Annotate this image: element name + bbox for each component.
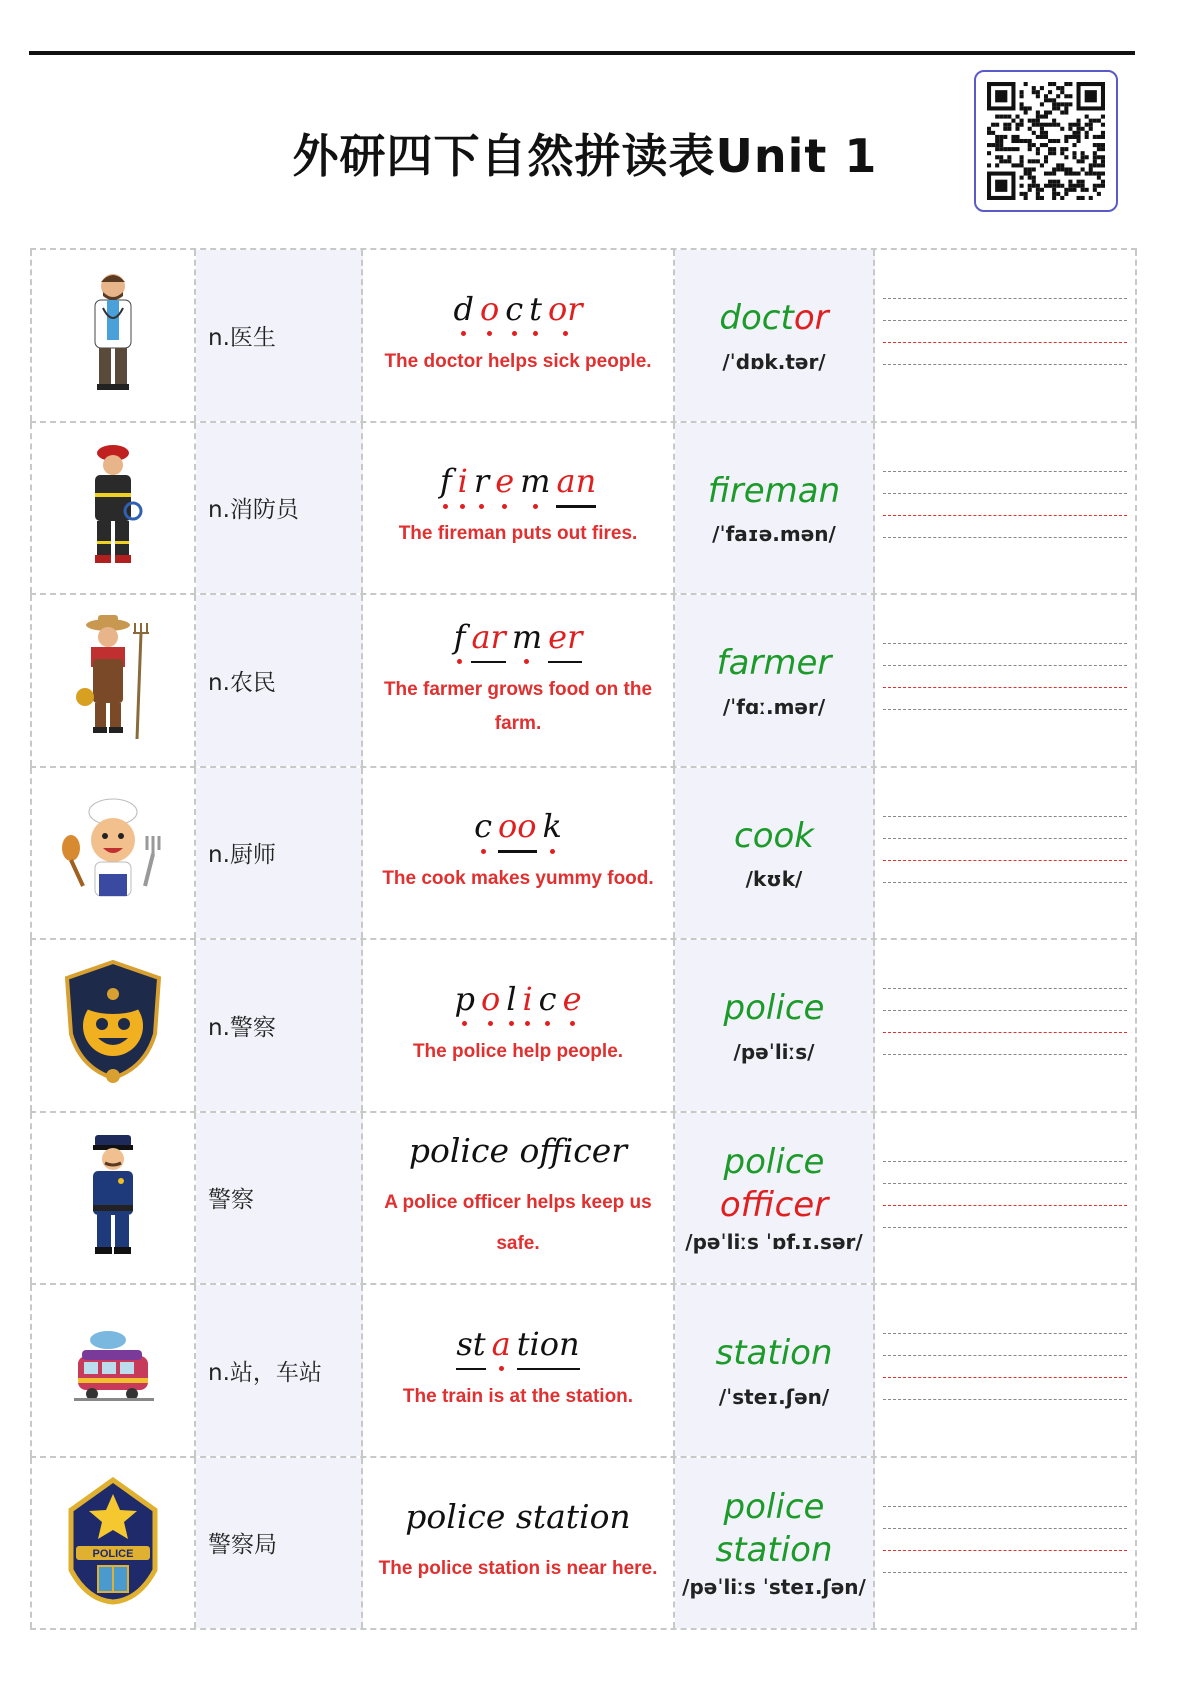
phrase: police officer (408, 1131, 628, 1171)
phonics-segment (453, 617, 466, 667)
phonics-segment (495, 464, 514, 511)
writing-line (883, 1528, 1127, 1529)
qr-code-icon (974, 70, 1118, 212)
phonics-letters: ar (471, 617, 506, 656)
phonics-letters: d (453, 289, 474, 328)
sound-dot (440, 501, 452, 511)
sound-dot (481, 1019, 500, 1029)
sound-bar (556, 501, 596, 511)
phonics-segment (479, 289, 500, 339)
vocab-word (717, 642, 832, 685)
writing-line (883, 1506, 1127, 1507)
picture-cell (30, 1458, 196, 1629)
phonics-cell (363, 595, 675, 766)
ipa-transcription: /pəˈliːs/ (733, 1039, 815, 1064)
phonics-letters: er (548, 617, 583, 656)
writing-lines-cell (875, 940, 1137, 1111)
word-part: police (723, 1142, 825, 1183)
phonics-segment (506, 979, 517, 1029)
writing-baseline (883, 342, 1127, 343)
phonics-segment (458, 464, 468, 511)
sound-dot (520, 501, 550, 511)
meaning-cell (196, 768, 363, 939)
sound-dot (522, 1019, 532, 1029)
meaning-cell (196, 1458, 363, 1629)
phonics-letters: e (562, 979, 582, 1018)
writing-baseline (883, 515, 1127, 516)
page-title: 外研四下自然拼读表Unit 1 (292, 129, 878, 183)
police-officer-icon (73, 1131, 153, 1265)
writing-line (883, 1333, 1127, 1334)
word-part: farmer (716, 643, 832, 683)
writing-line (883, 1183, 1127, 1184)
writing-lines-cell (875, 1458, 1137, 1629)
meaning-cell (196, 595, 363, 766)
phonics-segment (471, 617, 506, 667)
phonics-breakdown (474, 809, 562, 856)
word-cell (675, 1113, 875, 1284)
word-cell (675, 250, 875, 421)
picture-cell (30, 423, 196, 594)
phonics-segment (440, 464, 452, 511)
picture-cell (30, 595, 196, 766)
writing-baseline (883, 860, 1127, 861)
word-part: cook (734, 815, 814, 856)
phonics-segment (474, 809, 492, 856)
example-sentence: A police officer helps keep us safe. (384, 1192, 652, 1255)
writing-line (883, 816, 1127, 817)
word-part: station (715, 1529, 833, 1570)
phonics-segment (480, 979, 501, 1029)
qr-code-graphic (987, 82, 1105, 200)
ipa-transcription: /pəˈliːs ˈsteɪ.ʃən/ (682, 1575, 866, 1600)
phonics-letters: m (511, 617, 543, 656)
fireman-icon (73, 441, 153, 575)
phonics-letters: t (529, 289, 542, 328)
sound-dot (495, 501, 514, 511)
writing-line (883, 471, 1127, 472)
sound-dot (458, 501, 468, 511)
phonics-letters: c (505, 289, 524, 328)
sound-dot (454, 1019, 474, 1029)
table-row (30, 423, 1137, 596)
word-part: police (723, 1487, 825, 1528)
vocab-word (715, 1486, 832, 1571)
vocab-word (708, 470, 840, 513)
word-cell (675, 423, 875, 594)
writing-line (883, 320, 1127, 321)
phonics-segment (491, 1324, 511, 1374)
writing-lines-cell (875, 423, 1137, 594)
phonics-table (30, 248, 1137, 1630)
writing-line (883, 1355, 1127, 1356)
table-row (30, 940, 1137, 1113)
vocab-word (719, 297, 828, 340)
phonics-segment (520, 464, 550, 511)
word-cell (675, 595, 875, 766)
word-part: doct (719, 298, 794, 338)
phonics-segment (511, 617, 543, 667)
writing-line (883, 1572, 1127, 1573)
phonics-cell (363, 1285, 675, 1456)
writing-lines-cell (875, 250, 1137, 421)
phonics-cell (363, 423, 675, 594)
table-row (30, 1458, 1137, 1631)
sound-dot (506, 1019, 516, 1029)
picture-cell (30, 1113, 196, 1284)
writing-line (883, 643, 1127, 644)
phonics-cell (363, 250, 675, 421)
writing-line (883, 364, 1127, 365)
writing-line (883, 298, 1127, 299)
sound-bar (517, 1364, 580, 1374)
picture-cell (30, 1285, 196, 1456)
meaning-label: n.警察 (208, 1014, 276, 1041)
sound-dot (512, 657, 542, 667)
phonics-letters: st (456, 1324, 486, 1363)
phonics-letters: l (506, 979, 517, 1018)
writing-lines-cell (875, 595, 1137, 766)
phonics-segment (547, 289, 583, 339)
example-sentence: The cook makes yummy food. (382, 868, 654, 890)
word-cell (675, 768, 875, 939)
phonics-segment (543, 809, 562, 856)
phonics-letters: e (495, 462, 515, 501)
phonics-segment (474, 464, 489, 511)
meaning-label: 警察局 (208, 1532, 277, 1559)
sound-dot (529, 329, 542, 339)
picture-cell (30, 250, 196, 421)
phonics-segment (548, 617, 583, 667)
example-sentence: The police station is near here. (378, 1557, 658, 1579)
writing-line (883, 1161, 1127, 1162)
chef-icon (53, 796, 173, 910)
sound-dot (543, 846, 562, 856)
word-part: or (793, 298, 829, 338)
phonics-segment (516, 1324, 580, 1374)
phonics-cell (363, 1113, 675, 1284)
phonics-segment (522, 979, 533, 1029)
sound-dot (474, 846, 492, 856)
example-sentence: The police help people. (412, 1040, 624, 1062)
phonics-letters: i (457, 462, 468, 501)
phonics-letters: k (542, 807, 562, 846)
vocab-word (734, 815, 814, 858)
phonics-segment (456, 1324, 486, 1374)
meaning-label: n.站，车站 (208, 1359, 322, 1386)
word-cell (675, 1285, 875, 1456)
picture-cell (30, 768, 196, 939)
phonics-cell (363, 1458, 675, 1629)
phonics-letters: a (491, 1324, 511, 1363)
police-badge-icon (58, 958, 168, 1092)
train-icon (68, 1328, 158, 1412)
example-sentence: The farmer grows food on the farm. (383, 678, 653, 734)
sound-dot (454, 657, 466, 667)
phonics-breakdown (453, 617, 583, 667)
phonics-letters: c (538, 979, 557, 1018)
writing-line (883, 1054, 1127, 1055)
meaning-label: n.农民 (208, 669, 276, 696)
phonics-letters: f (439, 462, 452, 501)
vocab-word (720, 1141, 828, 1226)
phonics-letters: f (453, 617, 466, 656)
phonics-segment (529, 289, 542, 339)
phonics-segment (454, 979, 475, 1029)
sound-dot (563, 1019, 582, 1029)
phonics-breakdown (440, 464, 596, 511)
meaning-cell (196, 1113, 363, 1284)
writing-line (883, 1399, 1127, 1400)
ipa-transcription: /pəˈliːs ˈɒf.ɪ.sər/ (685, 1230, 863, 1255)
writing-line (883, 988, 1127, 989)
writing-baseline (883, 1205, 1127, 1206)
ipa-transcription: /ˈfaɪə.mən/ (712, 522, 836, 546)
table-row (30, 595, 1137, 768)
doctor-icon (73, 268, 153, 402)
writing-baseline (883, 687, 1127, 688)
example-sentence: The train is at the station. (402, 1385, 634, 1407)
word-cell (675, 1458, 875, 1629)
phonics-cell (363, 768, 675, 939)
phonics-letters: p (454, 979, 475, 1018)
ipa-transcription: /ˈfɑː.mər/ (722, 694, 826, 719)
word-part: fire (707, 470, 765, 511)
writing-line (883, 1227, 1127, 1228)
police-station-icon (58, 1476, 168, 1610)
writing-baseline (883, 1032, 1127, 1033)
writing-baseline (883, 1550, 1127, 1551)
meaning-label: n.厨师 (208, 842, 276, 869)
phonics-letters: i (522, 979, 533, 1018)
sound-bar (548, 657, 582, 667)
sound-dot (474, 501, 489, 511)
word-part: station (715, 1333, 833, 1373)
phonics-breakdown (453, 289, 583, 339)
vocab-word (715, 1332, 832, 1375)
phonics-segment (498, 809, 537, 856)
example-sentence: The fireman puts out fires. (398, 523, 638, 545)
phonics-letters: oo (498, 807, 537, 846)
phonics-segment (505, 289, 524, 339)
meaning-label: 警察 (208, 1187, 254, 1214)
table-row (30, 768, 1137, 941)
writing-baseline (883, 1377, 1127, 1378)
writing-line (883, 882, 1127, 883)
picture-cell (30, 940, 196, 1111)
word-part: officer (719, 1184, 829, 1225)
writing-line (883, 493, 1127, 494)
top-rule (29, 51, 1135, 55)
table-row (30, 250, 1137, 423)
word-part: police (723, 988, 825, 1028)
ipa-transcription: /ˈsteɪ.ʃən/ (718, 1384, 830, 1409)
sound-dot (548, 329, 583, 339)
table-row (30, 1113, 1137, 1286)
phonics-segment (538, 979, 557, 1029)
sound-bar (471, 657, 505, 667)
writing-line (883, 537, 1127, 538)
phonics-breakdown (456, 1324, 580, 1374)
phonics-segment (556, 464, 596, 511)
meaning-cell (196, 1285, 363, 1456)
meaning-label: n.消防员 (208, 497, 299, 524)
sound-bar (498, 846, 537, 856)
phonics-letters: tion (516, 1324, 580, 1363)
writing-line (883, 709, 1127, 710)
word-part: man (764, 470, 841, 511)
phonics-letters: or (547, 289, 583, 328)
phonics-letters: o (480, 979, 501, 1018)
sound-dot (453, 329, 473, 339)
phonics-segment (453, 289, 474, 339)
sound-dot (505, 329, 523, 339)
phonics-segment (562, 979, 582, 1029)
meaning-cell (196, 423, 363, 594)
sound-dot (492, 1364, 511, 1374)
ipa-transcription: /kʊk/ (745, 867, 803, 891)
meaning-label: n.医生 (208, 324, 276, 351)
phonics-letters: o (479, 289, 500, 328)
phrase: police station (405, 1496, 631, 1536)
table-row (30, 1285, 1137, 1458)
writing-line (883, 1010, 1127, 1011)
meaning-cell (196, 250, 363, 421)
vocab-word (724, 987, 825, 1030)
example-sentence: The doctor helps sick people. (384, 350, 652, 372)
writing-line (883, 838, 1127, 839)
meaning-cell (196, 940, 363, 1111)
writing-line (883, 665, 1127, 666)
sound-dot (480, 329, 499, 339)
phonics-breakdown (454, 979, 582, 1029)
writing-lines-cell (875, 1285, 1137, 1456)
svg-text:POLICE: POLICE (92, 1547, 134, 1560)
sound-bar (456, 1364, 485, 1374)
phonics-letters: an (556, 462, 597, 501)
ipa-transcription: /ˈdɒk.tər/ (722, 349, 826, 374)
phonics-letters: c (474, 807, 492, 846)
word-cell (675, 940, 875, 1111)
phonics-letters: m (520, 462, 551, 501)
writing-lines-cell (875, 1113, 1137, 1284)
writing-lines-cell (875, 768, 1137, 939)
phonics-cell (363, 940, 675, 1111)
phonics-letters: r (473, 462, 490, 501)
sound-dot (539, 1019, 557, 1029)
farmer-icon (63, 613, 163, 747)
